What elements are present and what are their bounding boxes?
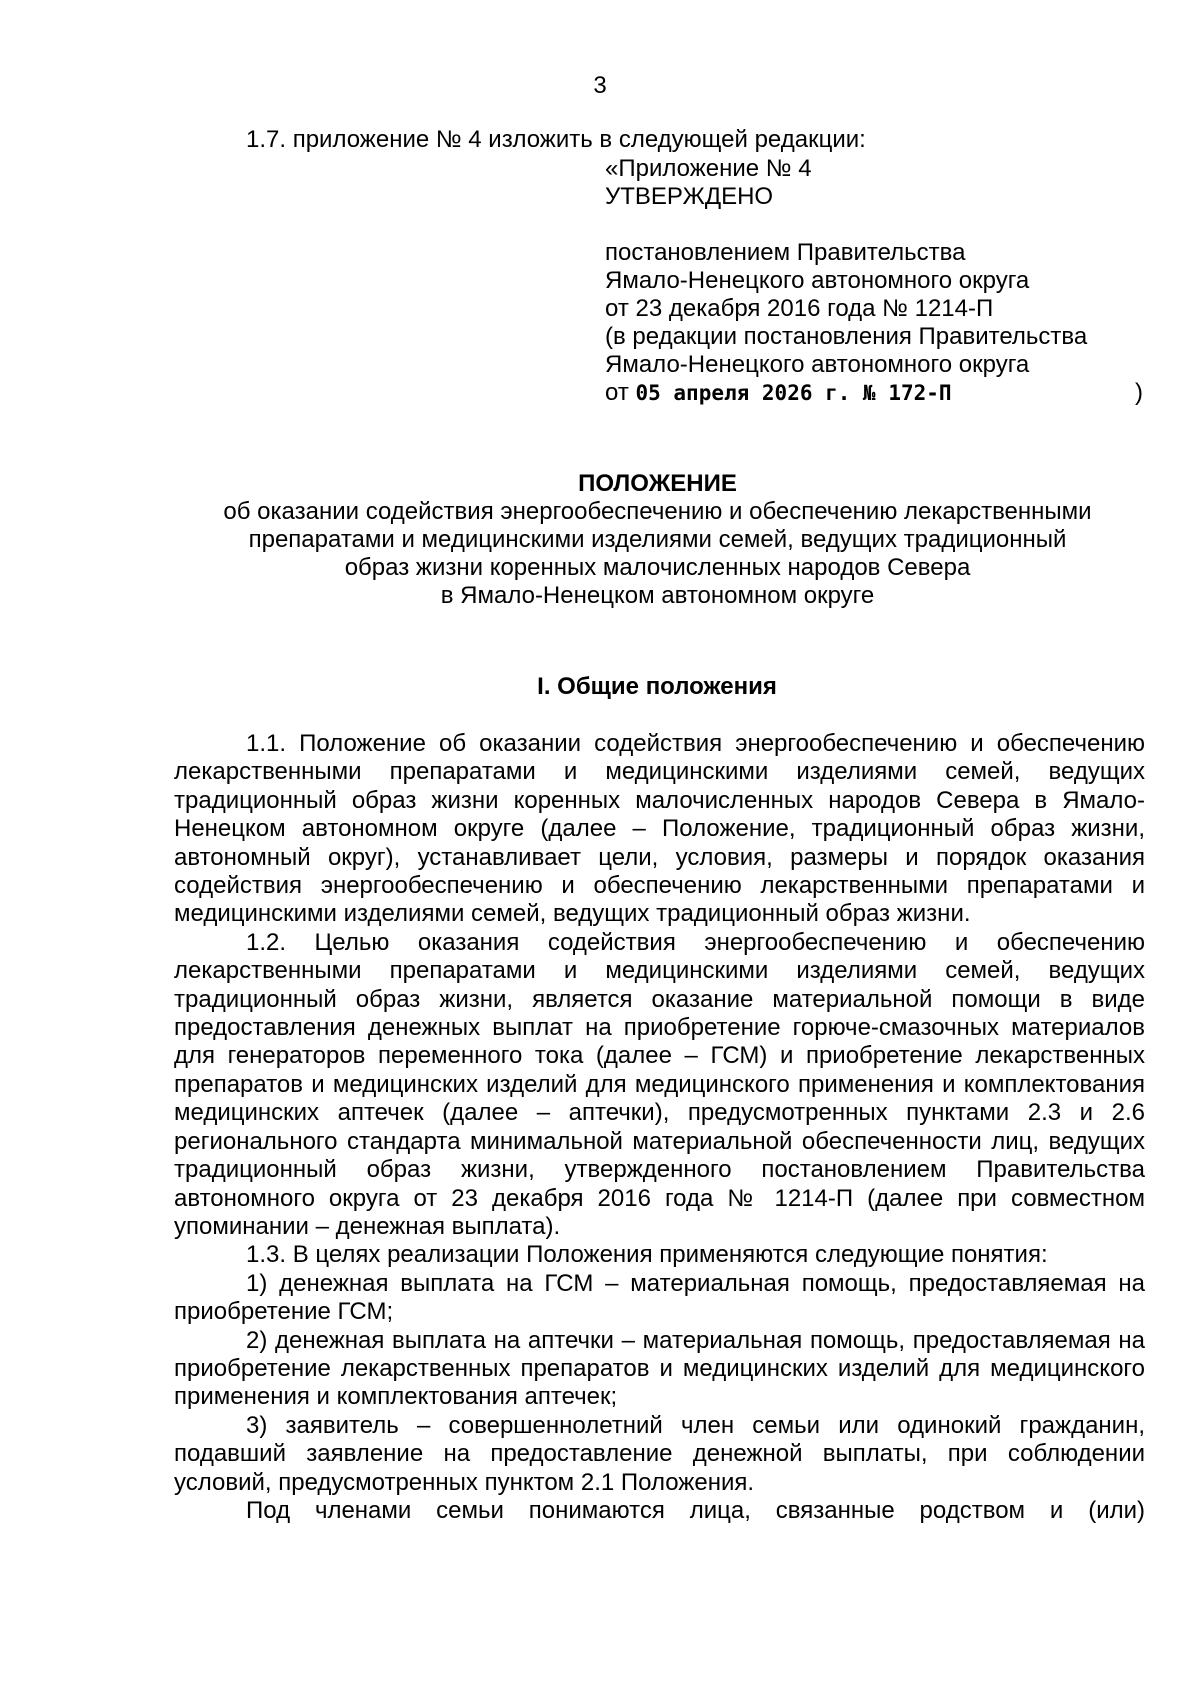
approval-line: постановлением Правительства — [605, 239, 966, 266]
title-line: в Ямало-Ненецком автономном округе — [440, 582, 875, 609]
approval-stamp — [605, 155, 1143, 407]
amendment-intro: 1.7. приложение № 4 изложить в следующей редакции: — [246, 126, 866, 153]
approval-date-line — [605, 379, 1143, 407]
paragraph: 1.1. Положение об оказании содействия энергообеспечению и обеспечению лекарственными препаратами и медицинскими изделиями семей, ведущих традиционный образ жизни коренных малочисленных народов Севера в Ямало-Ненецком автономном округе (далее – Положение, традиционный образ жизни, автономный округ), устанавливает цели, условия, размеры и порядок оказания содействия энергообеспечению и обеспечению лекарственными препаратами и медицинскими изделиями семей, ведущих традиционный образ жизни. — [174, 730, 1145, 928]
approval-line: от 23 декабря 2016 года № 1214-П — [605, 295, 994, 322]
document-title: ПОЛОЖЕНИЕ — [578, 470, 737, 497]
approved-label: УТВЕРЖДЕНО — [605, 183, 774, 210]
paragraph: 1) денежная выплата на ГСМ – материальная помощь, предоставляемая на приобретение ГСМ; — [174, 1269, 1145, 1326]
date-prefix: от — [605, 379, 629, 406]
page-number: 3 — [593, 72, 607, 99]
paragraph: 2) денежная выплата на аптечки – материальная помощь, предоставляемая на приобретение лекарственных препаратов и медицинских изделий для медицинского применения и комплектования аптечек; — [174, 1326, 1145, 1411]
paragraph: 1.3. В целях реализации Положения применяются следующие понятия: — [246, 1241, 1048, 1269]
title-line: об оказании содействия энергообеспечению и обеспечению лекарственными — [223, 498, 1092, 525]
approval-line: (в редакции постановления Правительства — [605, 323, 1088, 350]
title-line: образ жизни коренных малочисленных народов Севера — [344, 554, 971, 581]
approval-line: Ямало-Ненецкого автономного округа — [605, 267, 1030, 294]
appendix-label: «Приложение № 4 — [605, 155, 812, 182]
document-title-block — [170, 470, 1145, 610]
paragraph: 1.2. Целью оказания содействия энергообеспечению и обеспечению лекарственными препаратами и медицинскими изделиями семей, ведущих традиционный образ жизни, является оказание материальной помощи в виде предоставления денежных выплат на приобретение горюче-смазочных материалов для генераторов переменного тока (далее – ГСМ) и приобретение лекарственных препаратов и медицинских изделий для медицинского применения и комплектования медицинских аптечек (далее – аптечки), предусмотренных пунктами 2.3 и 2.6 регионального стандарта минимальной материальной обеспеченности лиц, ведущих традиционный образ жизни, утвержденного постановлением Правительства автономного округа от 23 декабря 2016 года № 1214-П (далее при совместном упоминании – денежная выплата). — [174, 928, 1145, 1240]
body-text — [174, 730, 1145, 1525]
closing-paren: ) — [1135, 379, 1143, 406]
paragraph: 3) заявитель – совершеннолетний член семьи или одинокий гражданин, подавший заявление на предоставление денежной выплаты, при соблюдении условий, предусмотренных пунктом 2.1 Положения. — [174, 1411, 1145, 1496]
approval-line: Ямало-Ненецкого автономного округа — [605, 351, 1030, 378]
spacer — [605, 211, 1143, 239]
decree-number: 05 апреля 2026 г. № 172-П — [635, 381, 952, 405]
paragraph: Под членами семьи понимаются лица, связанные родством и (или) — [246, 1496, 1145, 1524]
section-heading: I. Общие положения — [537, 673, 777, 700]
title-line: препаратами и медицинскими изделиями семей, ведущих традиционный — [248, 526, 1067, 553]
